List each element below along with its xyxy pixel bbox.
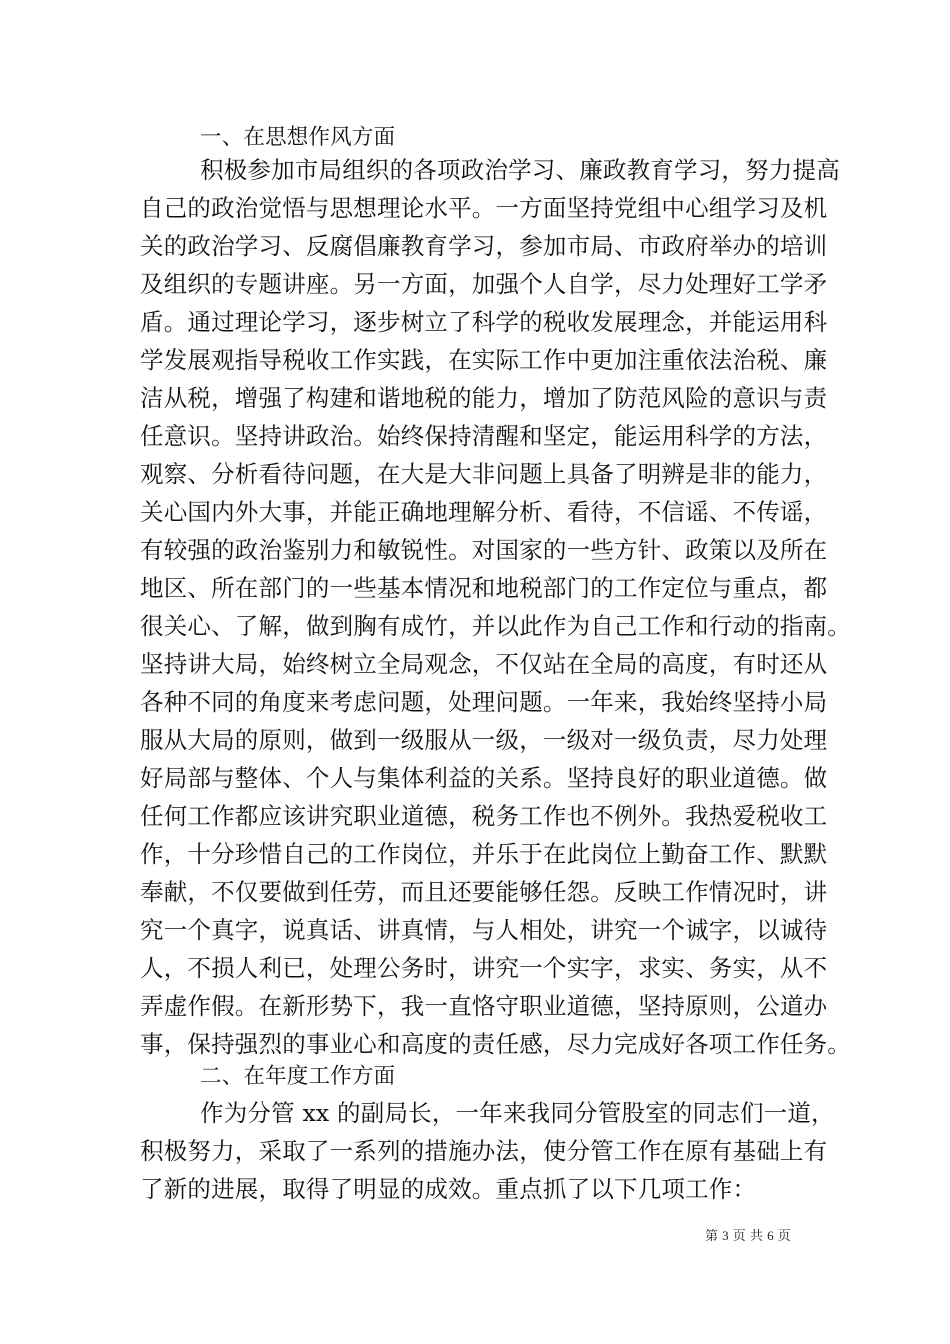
paragraph-line: 地区、所在部门的一些基本情况和地税部门的工作定位与重点，都 [140, 574, 828, 602]
paragraph-line: 好局部与整体、个人与集体利益的关系。坚持良好的职业道德。做 [140, 764, 828, 792]
total-pages-number: 6 [767, 1228, 774, 1243]
paragraph-line: 服从大局的原则，做到一级服从一级，一级对一级负责，尽力处理 [140, 726, 828, 754]
paragraph-line: 任何工作都应该讲究职业道德，税务工作也不例外。我热爱税收工 [140, 802, 828, 830]
paragraph-line: 究一个真字，说真话、讲真情，与人相处，讲究一个诚字，以诚待 [140, 916, 828, 944]
paragraph-line: 观察、分析看待问题，在大是大非问题上具备了明辨是非的能力， [140, 460, 828, 488]
paragraph-line: 事，保持强烈的事业心和高度的责任感，尽力完成好各项工作任务。 [140, 1030, 851, 1058]
paragraph-line: 作，十分珍惜自己的工作岗位，并乐于在此岗位上勤奋工作、默默 [140, 840, 828, 868]
paragraph-line: 有较强的政治鉴别力和敏锐性。对国家的一些方针、政策以及所在 [140, 536, 828, 564]
paragraph-line: 很关心、了解，做到胸有成竹，并以此作为自己工作和行动的指南。 [140, 612, 851, 640]
paragraph-line: 洁从税，增强了构建和谐地税的能力，增加了防范风险的意识与责 [140, 384, 828, 412]
paragraph-line: 关心国内外大事，并能正确地理解分析、看待，不信谣、不传谣， [140, 498, 828, 526]
paragraph-line: 人，不损人利已，处理公务时，讲究一个实字，求实、务实，从不 [140, 954, 828, 982]
footer-prefix: 第 [705, 1229, 719, 1244]
paragraph-line: 坚持讲大局，始终树立全局观念，不仅站在全局的高度，有时还从 [140, 650, 828, 678]
section-heading-2: 二、在年度工作方面 [200, 1064, 396, 1089]
paragraph-line: 关的政治学习、反腐倡廉教育学习，参加市局、市政府举办的培训 [140, 232, 828, 260]
paragraph-line: 及组织的专题讲座。另一方面，加强个人自学，尽力处理好工学矛 [140, 270, 828, 298]
paragraph-line: 积极努力，采取了一系列的措施办法，使分管工作在原有基础上有 [140, 1137, 828, 1165]
paragraph-line: 自己的政治觉悟与思想理论水平。一方面坚持党组中心组学习及机 [140, 194, 828, 222]
paragraph-line: 各种不同的角度来考虑问题，处理问题。一年来，我始终坚持小局 [140, 688, 828, 716]
footer-suffix: 页 [777, 1229, 791, 1244]
section-heading-1: 一、在思想作风方面 [200, 125, 396, 150]
paragraph-line: 盾。通过理论学习，逐步树立了科学的税收发展理念，并能运用科 [140, 308, 828, 336]
page-footer [705, 1227, 791, 1246]
current-page-number: 3 [722, 1228, 729, 1243]
paragraph-line: 学发展观指导税收工作实践，在实际工作中更加注重依法治税、廉 [140, 346, 828, 374]
paragraph-line: 了新的进展，取得了明显的成效。重点抓了以下几项工作： [140, 1175, 757, 1203]
paragraph-line: 作为分管 xx 的副局长，一年来我同分管股室的同志们一道， [200, 1099, 835, 1127]
paragraph-line: 积极参加市局组织的各项政治学习、廉政教育学习，努力提高 [200, 156, 840, 184]
footer-middle: 页 共 [732, 1229, 763, 1244]
paragraph-line: 任意识。坚持讲政治。始终保持清醒和坚定，能运用科学的方法， [140, 422, 828, 450]
paragraph-line: 奉献，不仅要做到任劳，而且还要能够任怨。反映工作情况时，讲 [140, 878, 828, 906]
paragraph-line: 弄虚作假。在新形势下，我一直恪守职业道德，坚持原则，公道办 [140, 992, 828, 1020]
